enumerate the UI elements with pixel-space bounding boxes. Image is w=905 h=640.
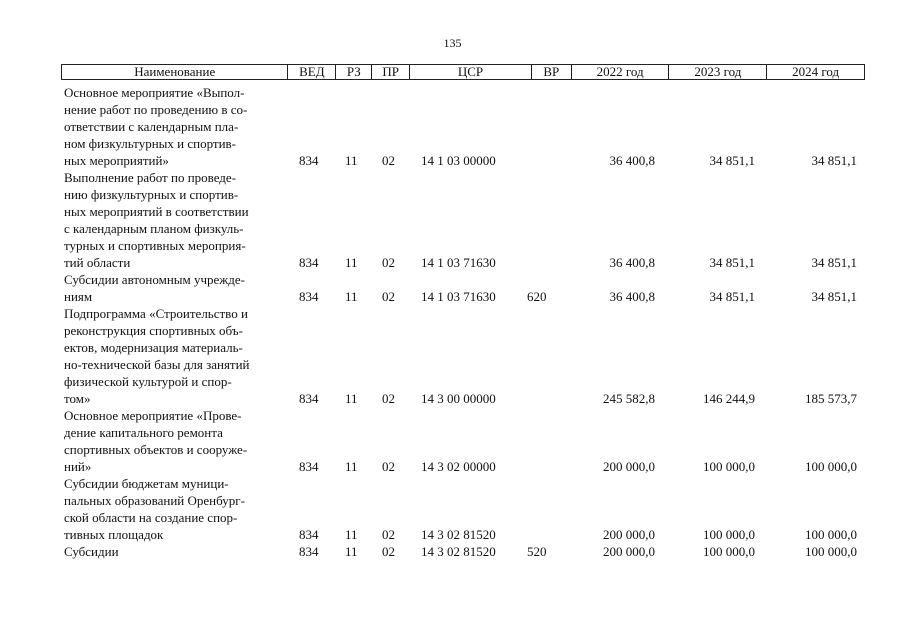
header-ved: ВЕД: [287, 65, 335, 79]
header-name: Наименование: [134, 64, 216, 79]
row-name-line: физической культурой и спор-: [64, 374, 232, 389]
cell-y2023: 34 851,1: [709, 289, 755, 304]
header-csr: ЦСР: [409, 65, 531, 79]
row-name-line: ответствии с календарным пла-: [64, 119, 239, 134]
cell-ved: 834: [299, 289, 319, 304]
cell-csr: 14 1 03 71630: [421, 255, 496, 270]
row-name-line: но-технической базы для занятий: [64, 357, 250, 372]
row-name-line: тивных площадок: [64, 527, 164, 542]
cell-rz: 11: [345, 289, 358, 304]
row-name-line: Подпрограмма «Строительство и: [64, 306, 248, 321]
cell-rz: 11: [345, 459, 358, 474]
cell-y2024: 100 000,0: [805, 527, 857, 542]
cell-pr: 02: [382, 255, 395, 270]
row-name-line: том»: [64, 391, 91, 406]
row-name-line: Выполнение работ по проведе-: [64, 170, 237, 185]
row-name-line: Субсидии бюджетам муници-: [64, 476, 229, 491]
row-name-line: ний»: [64, 459, 92, 474]
cell-csr: 14 3 00 00000: [421, 391, 496, 406]
row-name: [64, 543, 286, 560]
cell-vr: 520: [527, 544, 547, 559]
cell-y2022: 200 000,0: [603, 527, 655, 542]
table-row: [0, 407, 905, 475]
cell-y2022: 245 582,8: [603, 391, 655, 406]
row-name-line: дение капитального ремонта: [64, 425, 223, 440]
cell-y2022: 200 000,0: [603, 459, 655, 474]
row-name-line: ных мероприятий в соответствии: [64, 204, 249, 219]
cell-ved: 834: [299, 527, 319, 542]
row-name-line: пальных образований Оренбург-: [64, 493, 245, 508]
cell-y2024: 100 000,0: [805, 459, 857, 474]
table-row: [0, 271, 905, 305]
cell-rz: 11: [345, 255, 358, 270]
header-pr: ПР: [371, 65, 409, 79]
cell-y2023: 34 851,1: [709, 255, 755, 270]
table-row: [0, 169, 905, 271]
cell-y2024: 185 573,7: [805, 391, 857, 406]
cell-pr: 02: [382, 527, 395, 542]
cell-pr: 02: [382, 289, 395, 304]
cell-vr: 620: [527, 289, 547, 304]
cell-y2023: 100 000,0: [703, 459, 755, 474]
row-name-line: Субсидии автономным учрежде-: [64, 272, 245, 287]
cell-y2022: 200 000,0: [603, 544, 655, 559]
header-2022: 2022 год: [571, 65, 669, 79]
row-name-line: спортивных объектов и сооруже-: [64, 442, 248, 457]
row-name: [64, 271, 286, 305]
row-name-line: ниям: [64, 289, 93, 304]
header-rz: РЗ: [335, 65, 371, 79]
cell-y2023: 34 851,1: [709, 153, 755, 168]
header-2023: 2023 год: [668, 65, 766, 79]
row-name-line: ных мероприятий»: [64, 153, 169, 168]
cell-csr: 14 3 02 00000: [421, 459, 496, 474]
row-name-line: ном физкультурных и спортив-: [64, 136, 237, 151]
cell-y2023: 146 244,9: [703, 391, 755, 406]
row-name: [64, 84, 286, 169]
cell-ved: 834: [299, 255, 319, 270]
cell-y2022: 36 400,8: [609, 153, 655, 168]
row-name-line: нию физкультурных и спортив-: [64, 187, 239, 202]
cell-csr: 14 1 03 00000: [421, 153, 496, 168]
cell-y2024: 34 851,1: [811, 153, 857, 168]
cell-y2022: 36 400,8: [609, 289, 655, 304]
row-name-line: с календарным планом физкуль-: [64, 221, 244, 236]
row-name-line: ской области на создание спор-: [64, 510, 238, 525]
row-name-line: Основное мероприятие «Выпол-: [64, 85, 245, 100]
table-row: [0, 543, 905, 560]
cell-y2022: 36 400,8: [609, 255, 655, 270]
cell-csr: 14 3 02 81520: [421, 527, 496, 542]
row-name-line: Основное мероприятие «Прове-: [64, 408, 242, 423]
row-name-line: реконструкция спортивных объ-: [64, 323, 243, 338]
row-name: [64, 407, 286, 475]
cell-pr: 02: [382, 153, 395, 168]
row-name: [64, 305, 286, 407]
cell-y2024: 34 851,1: [811, 289, 857, 304]
cell-csr: 14 1 03 71630: [421, 289, 496, 304]
cell-csr: 14 3 02 81520: [421, 544, 496, 559]
cell-pr: 02: [382, 391, 395, 406]
cell-ved: 834: [299, 153, 319, 168]
cell-rz: 11: [345, 391, 358, 406]
cell-ved: 834: [299, 391, 319, 406]
cell-rz: 11: [345, 544, 358, 559]
table-row: [0, 475, 905, 543]
row-name: [64, 475, 286, 543]
header-vr: ВР: [531, 65, 571, 79]
cell-pr: 02: [382, 459, 395, 474]
row-name-line: тий области: [64, 255, 131, 270]
page-number: 135: [443, 36, 462, 50]
cell-rz: 11: [345, 153, 358, 168]
row-name-line: Субсидии: [64, 544, 119, 559]
cell-pr: 02: [382, 544, 395, 559]
cell-ved: 834: [299, 544, 319, 559]
cell-y2023: 100 000,0: [703, 544, 755, 559]
row-name-line: нение работ по проведению в со-: [64, 102, 248, 117]
cell-rz: 11: [345, 527, 358, 542]
cell-y2024: 34 851,1: [811, 255, 857, 270]
cell-y2024: 100 000,0: [805, 544, 857, 559]
header-2024: 2024 год: [766, 65, 864, 79]
table-row: [0, 84, 905, 169]
cell-ved: 834: [299, 459, 319, 474]
cell-y2023: 100 000,0: [703, 527, 755, 542]
table-header: [61, 64, 865, 80]
row-name-line: ектов, модернизация материаль-: [64, 340, 243, 355]
row-name-line: турных и спортивных мероприя-: [64, 238, 246, 253]
table-row: [0, 305, 905, 407]
row-name: [64, 169, 286, 271]
